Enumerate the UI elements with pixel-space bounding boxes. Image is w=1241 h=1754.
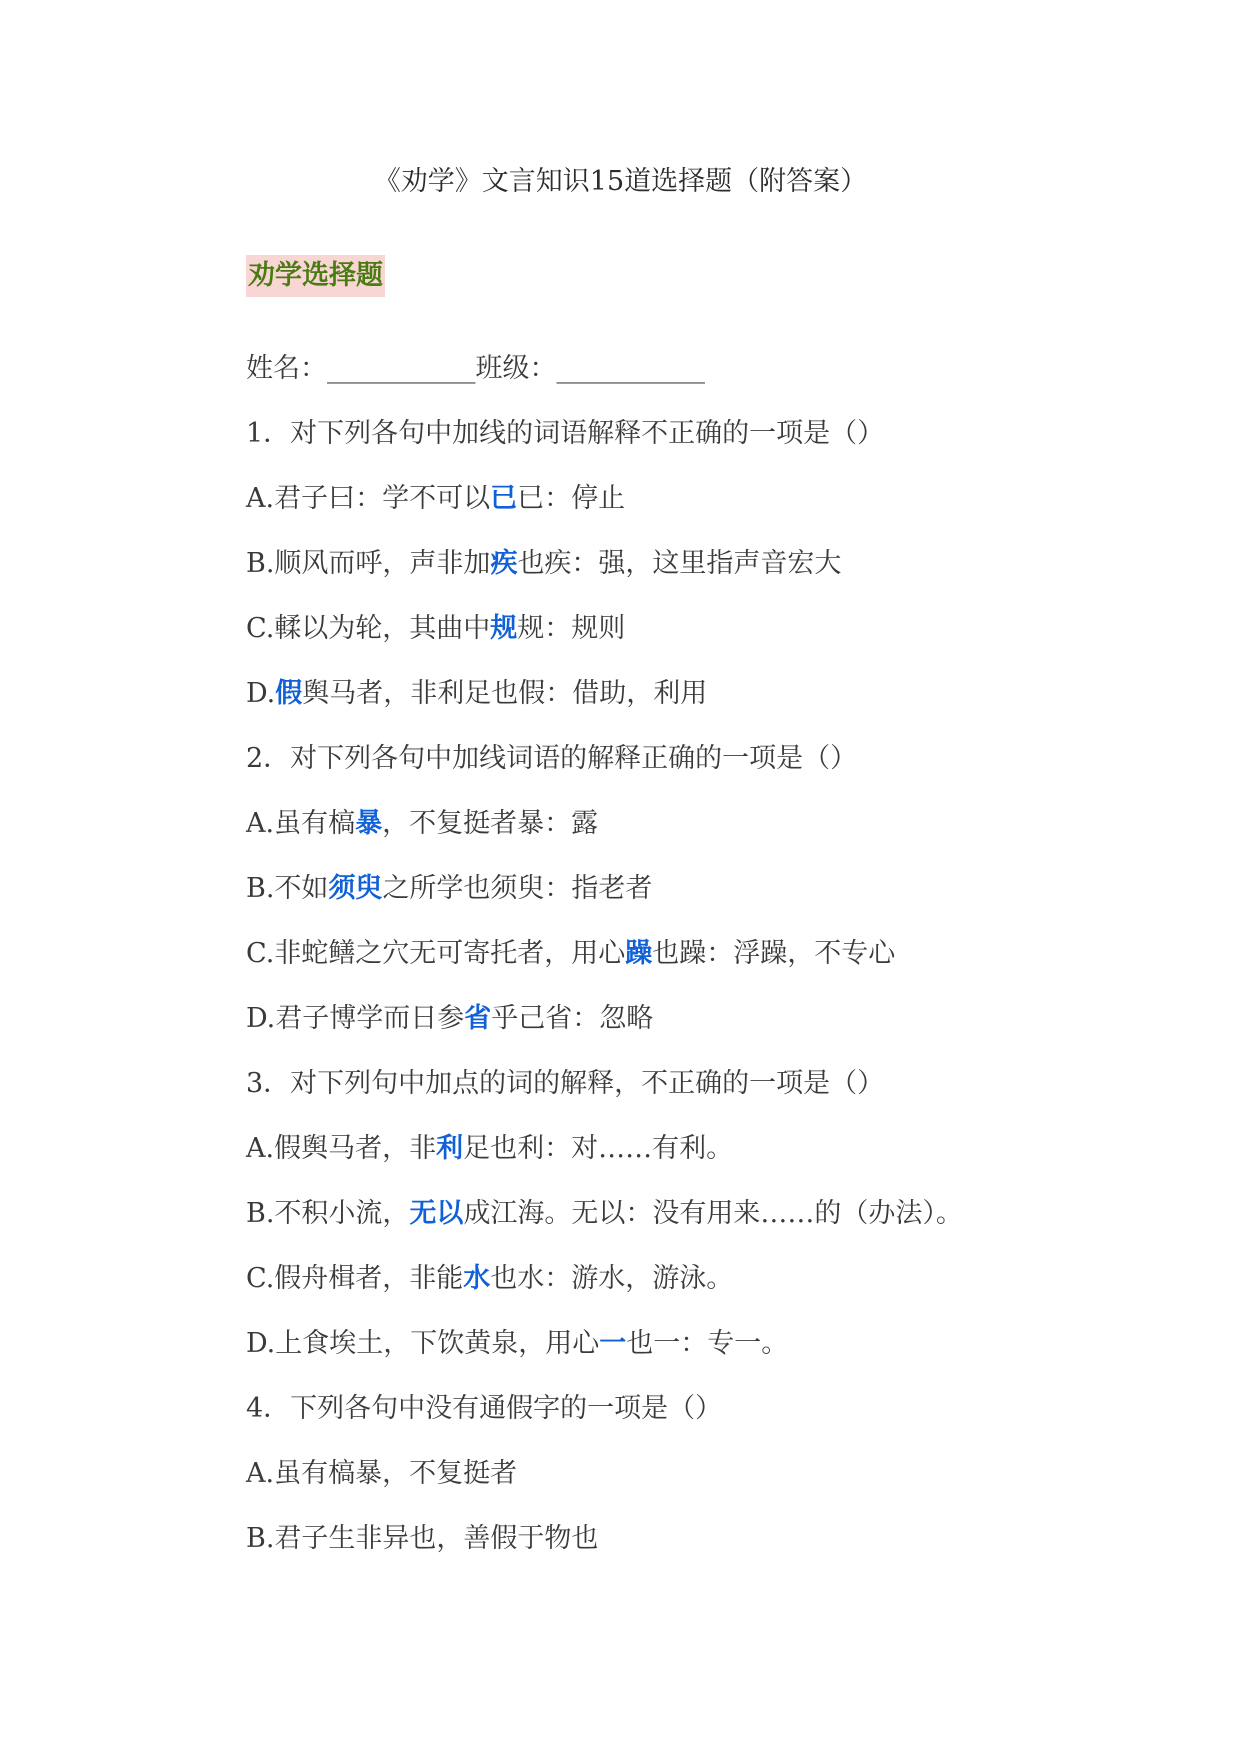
option-line (246, 1128, 1206, 1193)
option-line (246, 1193, 1206, 1258)
name-class-line: 姓名：___________班级：___________ (246, 353, 705, 384)
question-stem: 2．对下列各句中加线词语的解释正确的一项是（） (246, 743, 858, 774)
option-text-before: D.上食埃土，下饮黄泉，用心 (246, 1328, 600, 1359)
option-line (246, 868, 1206, 933)
option-line (246, 933, 1206, 998)
highlighted-word: 水 (463, 1263, 491, 1294)
highlighted-word: 省 (464, 1003, 492, 1034)
option-line (246, 1323, 1206, 1388)
question-stem: 1．对下列各句中加线的词语解释不正确的一项是（） (246, 418, 885, 449)
option-text-before: D. (246, 678, 276, 709)
highlighted-word: 暴 (355, 808, 383, 839)
option-text-before: C.假舟楫者，非能 (246, 1263, 464, 1294)
option-text-before: B.顺风而呼，声非加 (246, 548, 491, 579)
option-text-after: 乎己省：忽略 (491, 1003, 654, 1034)
option-text-after: 之所学也须臾：指老者 (382, 873, 653, 904)
option-line (246, 1258, 1206, 1323)
document-title: 《劝学》文言知识15道选择题（附答案） (373, 166, 868, 197)
highlighted-word: 无以 (409, 1198, 464, 1229)
highlighted-word: 已 (490, 483, 518, 514)
section-heading: 劝学选择题 (246, 255, 385, 297)
highlighted-word: 规 (490, 613, 518, 644)
option-text-after: 也躁：浮躁，不专心 (652, 938, 896, 969)
option-line (246, 998, 1206, 1063)
option-line (246, 478, 1206, 543)
option-text-before: D.君子博学而日参 (246, 1003, 465, 1034)
highlighted-word: 须臾 (328, 873, 383, 904)
question-stem: 4．下列各句中没有通假字的一项是（） (246, 1393, 723, 1424)
option-text-before: A.君子曰：学不可以 (246, 483, 491, 514)
highlighted-word: 躁 (625, 938, 653, 969)
option-text-before: A.虽有槁 (246, 808, 356, 839)
option-text-before: B.不如 (246, 873, 329, 904)
document-body (246, 348, 1206, 1583)
option-text-after: 足也利：对……有利。 (463, 1133, 734, 1164)
highlighted-word: 假 (275, 678, 303, 709)
option-line (246, 1453, 1206, 1518)
option-text-before: B.君子生非异也，善假于物也 (246, 1523, 599, 1554)
option-line (246, 803, 1206, 868)
option-line (246, 673, 1206, 738)
option-text-before: A.假舆马者，非 (246, 1133, 437, 1164)
highlighted-word: 一 (599, 1328, 627, 1359)
option-text-after: 已：停止 (517, 483, 626, 514)
option-text-after: 舆马者，非利足也假：借助，利用 (302, 678, 708, 709)
question-stem: 3．对下列句中加点的词的解释，不正确的一项是（） (246, 1068, 885, 1099)
option-text-before: B.不积小流， (246, 1198, 410, 1229)
option-text-before: C.輮以为轮，其曲中 (246, 613, 491, 644)
option-text-before: A.虽有槁暴，不复挺者 (246, 1458, 518, 1489)
option-text-after: 也疾：强，这里指声音宏大 (517, 548, 842, 579)
option-text-before: C.非蛇鳝之穴无可寄托者，用心 (246, 938, 626, 969)
highlighted-word: 疾 (490, 548, 518, 579)
option-line (246, 543, 1206, 608)
option-line (246, 608, 1206, 673)
option-text-after: 成江海。无以：没有用来……的（办法）。 (463, 1198, 963, 1229)
option-text-after: 也一：专一。 (626, 1328, 789, 1359)
highlighted-word: 利 (436, 1133, 464, 1164)
option-text-after: ，不复挺者暴：露 (382, 808, 599, 839)
option-line (246, 1518, 1206, 1583)
option-text-after: 规：规则 (517, 613, 626, 644)
option-text-after: 也水：游水，游泳。 (490, 1263, 734, 1294)
